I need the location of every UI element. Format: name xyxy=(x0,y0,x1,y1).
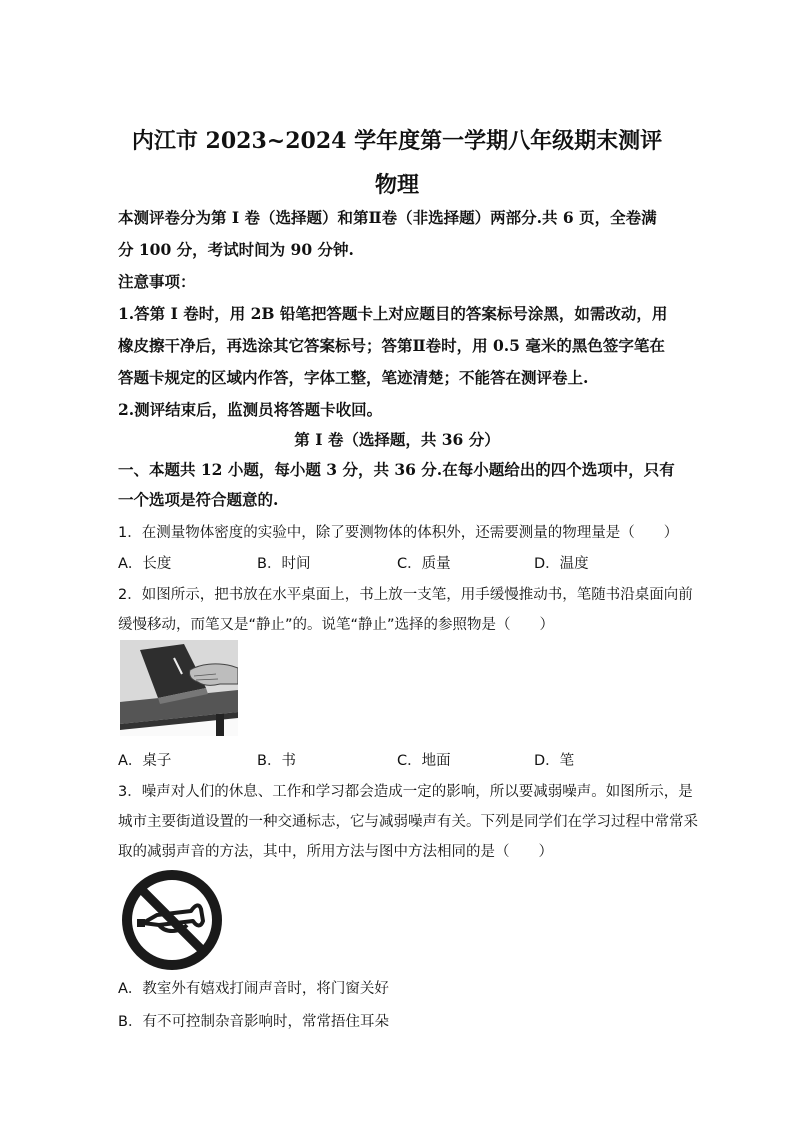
section-1-instruction-line-1: 一、本题共 12 小题，每小题 3 分，共 36 分.在每小题给出的四个选项中，只有 xyxy=(118,460,675,479)
notice-1-line-2: 橡皮擦干净后，再选涂其它答案标号；答第Ⅱ卷时，用 0.5 毫米的黑色签字笔在 xyxy=(118,336,665,355)
notice-1-line-1: 1.答第 I 卷时，用 2B 铅笔把答题卡上对应题目的答案标号涂黑，如需改动，用 xyxy=(118,304,668,323)
q2-option-c[interactable]: C．地面 xyxy=(397,753,451,769)
no-horn-sign-figure xyxy=(121,869,223,971)
q3-stem-line-3: 取的减弱声音的方法，其中，所用方法与图中方法相同的是（ ） xyxy=(118,844,553,860)
section-1-heading: 第 I 卷（选择题，共 36 分） xyxy=(294,430,500,449)
q3-stem-line-2: 城市主要街道设置的一种交通标志，它与减弱噪声有关。下列是同学们在学习过程中常常采 xyxy=(118,814,698,830)
q1-option-c[interactable]: C．质量 xyxy=(397,556,451,572)
q3-option-b[interactable]: B．有不可控制杂音影响时，常常捂住耳朵 xyxy=(118,1014,389,1030)
notice-heading: 注意事项： xyxy=(118,272,196,291)
q1-option-a[interactable]: A．长度 xyxy=(118,556,172,572)
q1-stem: 1．在测量物体密度的实验中，除了要测物体的体积外，还需要测量的物理量是（ ） xyxy=(118,525,679,541)
book-on-desk-figure xyxy=(120,640,238,736)
q2-option-b[interactable]: B．书 xyxy=(257,753,296,769)
intro-line-2: 分 100 分，考试时间为 90 分钟. xyxy=(118,240,354,259)
section-1-instruction-line-2: 一个选项是符合题意的. xyxy=(118,490,279,509)
intro-line-1: 本测评卷分为第 I 卷（选择题）和第Ⅱ卷（非选择题）两部分.共 6 页，全卷满 xyxy=(118,208,657,227)
exam-subject: 物理 xyxy=(374,172,419,198)
exam-title: 内江市 2023~2024 学年度第一学期八年级期末测评 xyxy=(131,128,663,154)
notice-2: 2.测评结束后，监测员将答题卡收回。 xyxy=(118,400,383,419)
q1-option-b[interactable]: B．时间 xyxy=(257,556,311,572)
q2-option-d[interactable]: D．笔 xyxy=(534,753,575,769)
notice-1-line-3: 答题卡规定的区域内作答，字体工整，笔迹清楚；不能答在测评卷上. xyxy=(118,368,589,387)
q2-stem-line-2: 缓慢移动，而笔又是“静止”的。说笔“静止”选择的参照物是（ ） xyxy=(118,617,555,633)
q3-stem-line-1: 3．噪声对人们的休息、工作和学习都会造成一定的影响，所以要减弱噪声。如图所示，是 xyxy=(118,784,693,800)
q2-option-a[interactable]: A．桌子 xyxy=(118,753,172,769)
q2-stem-line-1: 2．如图所示，把书放在水平桌面上，书上放一支笔，用手缓慢推动书，笔随书沿桌面向前 xyxy=(118,587,693,603)
q3-option-a[interactable]: A．教室外有嬉戏打闹声音时，将门窗关好 xyxy=(118,981,389,997)
q1-option-d[interactable]: D．温度 xyxy=(534,556,589,572)
